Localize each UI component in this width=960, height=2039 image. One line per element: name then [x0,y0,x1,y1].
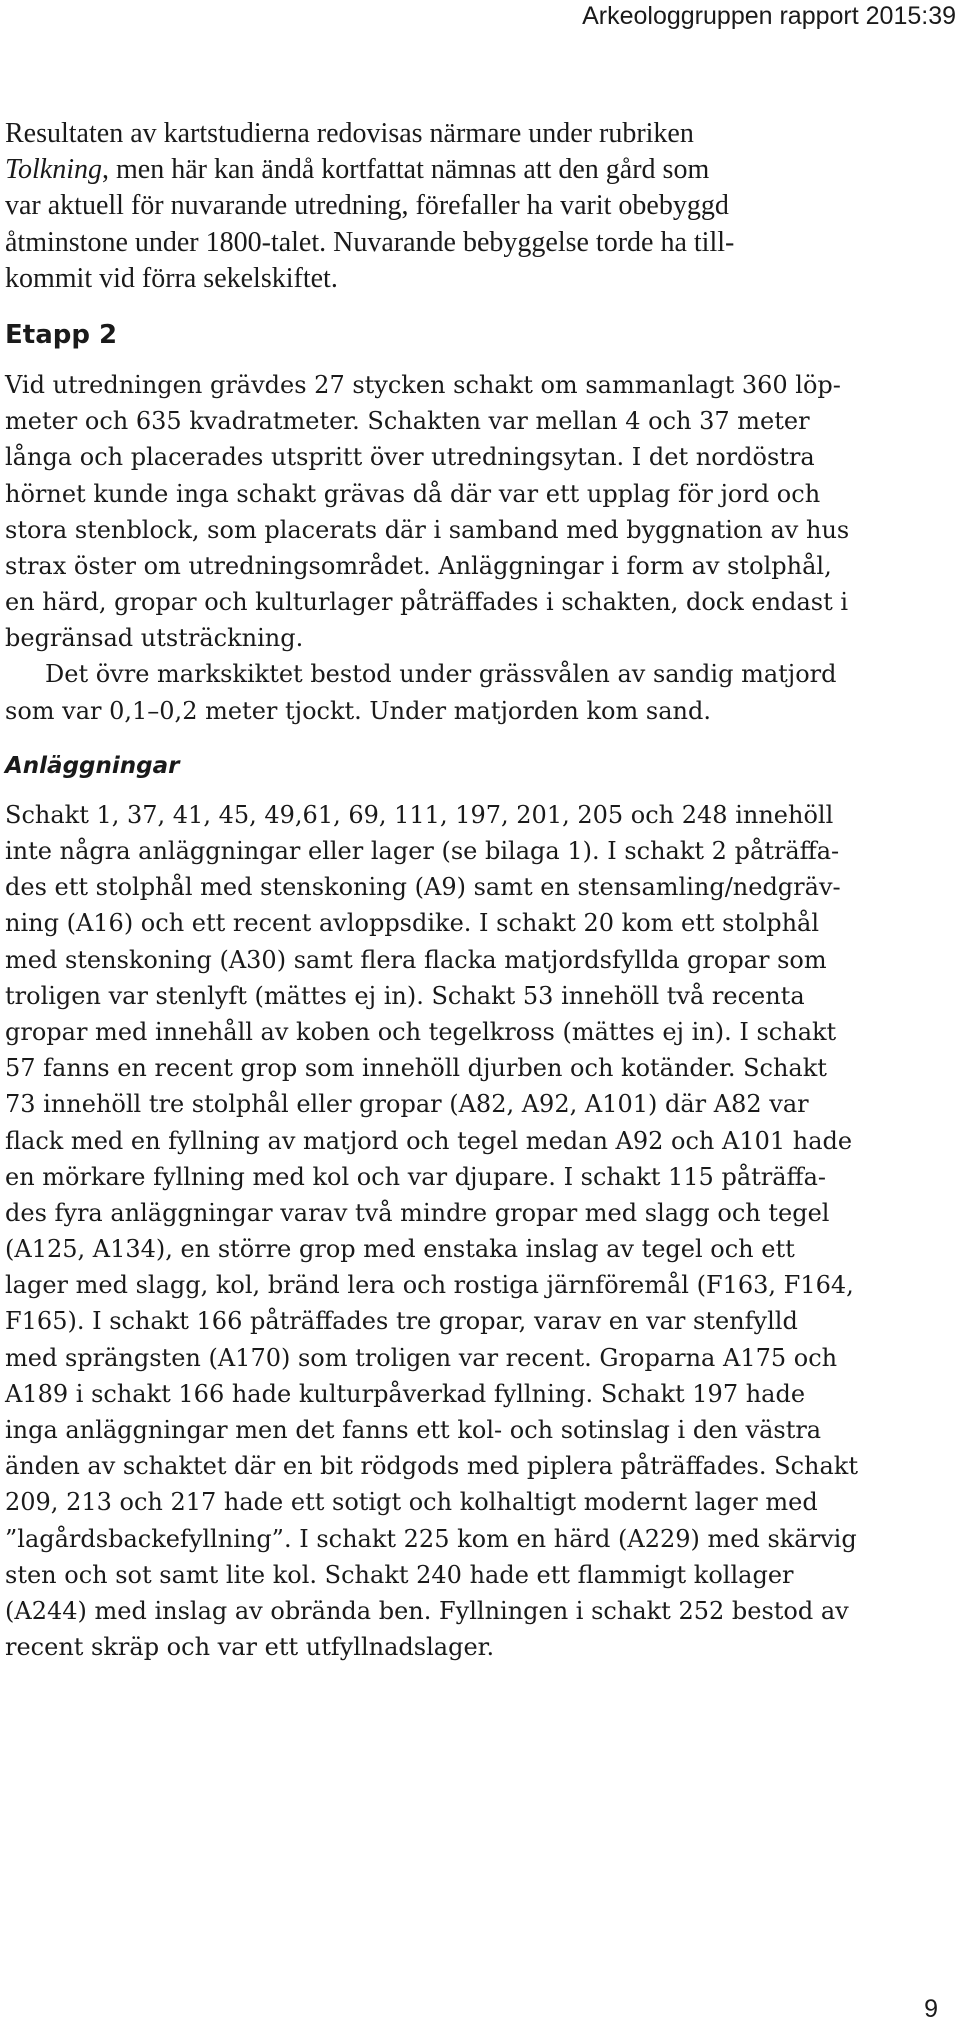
text-line: des ett stolphål med stenskoning (A9) samt en stensamling/nedgräv- [5,873,841,902]
text-line: sten och sot samt lite kol. Schakt 240 hade ett flammigt kollager [5,1560,794,1589]
page-body [5,116,917,1665]
text-line: recent skräp och var ett utfyllnadslager. [5,1633,495,1662]
text-line: F165). I schakt 166 påträffades tre gropar, varav en var stenfylld [5,1307,798,1336]
text-line: gropar med innehåll av koben och tegelkross (mättes ej in). I schakt [5,1017,837,1046]
text-line: flack med en fyllning av matjord och tegel medan A92 och A101 hade [5,1126,853,1155]
text-line: långa och placerades utspritt över utredningsytan. I det nordöstra [5,443,815,472]
italic-term: Tolkning [5,154,102,186]
text-line: änden av schaktet där en bit rödgods med piplera påträffades. Schakt [5,1452,858,1481]
text-line: med stenskoning (A30) samt flera flacka matjordsfyllda gropar som [5,945,827,974]
text-line: hörnet kunde inga schakt grävas då där var ett upplag för jord och [5,479,821,508]
text-line: 73 innehöll tre stolphål eller gropar (A82, A92, A101) där A82 var [5,1090,809,1119]
text-line: Vid utredningen grävdes 27 stycken schakt om sammanlagt 360 löp- [5,370,841,399]
text-line: ning (A16) och ett recent avloppsdike. I schakt 20 kom ett stolphål [5,909,820,938]
text-line: strax öster om utredningsområdet. Anläggningar i form av stolphål, [5,551,832,580]
subsection-paragraph [5,797,917,1666]
text-line: en härd, gropar och kulturlager påträffades i schakten, dock endast i [5,588,849,617]
text-line: Tolkning, men här kan ändå kortfattat nämnas att den gård som [5,154,710,186]
section-paragraph-1 [5,367,917,657]
text-line: des fyra anläggningar varav två mindre gropar med slagg och tegel [5,1198,830,1227]
text-line: begränsad utsträckning. [5,624,304,653]
text-line: Det övre markskiktet bestod under grässvålen av sandig matjord [45,660,837,689]
text-line: inga anläggningar men det fanns ett kol- och sotinslag i den västra [5,1416,822,1444]
text-line: (A125, A134), en större grop med enstaka inslag av tegel och ett [5,1235,795,1264]
page-number: 9 [924,1995,938,2023]
text-line: stora stenblock, som placerats där i samband med byggnation av hus [5,515,850,544]
text-line: ”lagårdsbackefyllning”. I schakt 225 kom en härd (A229) med skärvig [5,1524,857,1553]
text-line: kommit vid förra sekelskiftet. [5,262,338,294]
text-line: A189 i schakt 166 hade kulturpåverkad fyllning. Schakt 197 hade [5,1379,806,1408]
text-line: med sprängsten (A170) som troligen var recent. Groparna A175 och [5,1343,838,1372]
text-line: som var 0,1–0,2 meter tjockt. Under matjorden kom sand. [5,696,711,725]
text-line: 209, 213 och 217 hade ett sotigt och kolhaltigt modernt lager med [5,1488,818,1517]
running-header: Arkeologgruppen rapport 2015:39 [582,2,956,30]
subsection-heading: Anläggningar [5,752,180,779]
text-line: troligen var stenlyft (mättes ej in). Schakt 53 innehöll två recenta [5,981,805,1010]
text-line: meter och 635 kvadratmeter. Schakten var mellan 4 och 37 meter [5,407,810,436]
text-line: (A244) med inslag av obrända ben. Fyllningen i schakt 252 bestod av [5,1596,849,1625]
text-line: åtminstone under 1800-talet. Nuvarande bebyggelse torde ha till- [5,226,735,258]
intro-paragraph [5,116,917,297]
section-paragraph-2 [5,656,917,728]
text-line: en mörkare fyllning med kol och var djupare. I schakt 115 påträffa- [5,1162,827,1191]
text-line: Schakt 1, 37, 41, 45, 49,61, 69, 111, 197, 201, 205 och 248 innehöll [5,800,834,829]
text-line: var aktuell för nuvarande utredning, förefaller ha varit obebyggd [5,190,729,222]
text-line: lager med slagg, kol, bränd lera och rostiga järnföremål (F163, F164, [5,1271,854,1300]
text-line: inte några anläggningar eller lager (se bilaga 1). I schakt 2 påträffa- [5,837,840,865]
section-heading: Etapp 2 [5,319,118,350]
text-line: 57 fanns en recent grop som innehöll djurben och kotänder. Schakt [5,1054,827,1083]
text-line: Resultaten av kartstudierna redovisas närmare under rubriken [5,118,694,149]
